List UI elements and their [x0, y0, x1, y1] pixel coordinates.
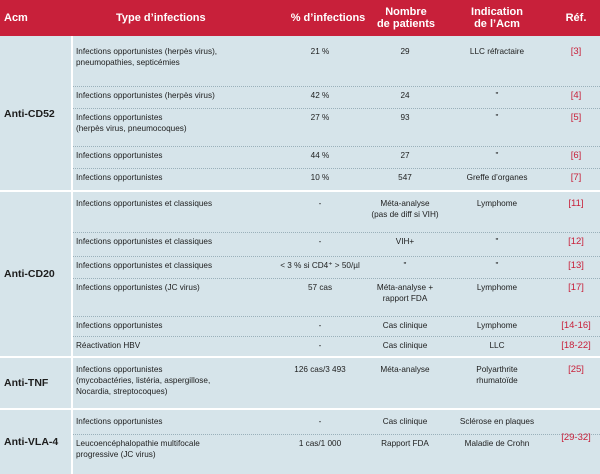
- row-divider: [73, 146, 600, 147]
- group-separator: [0, 356, 600, 358]
- table-row: [0, 150, 600, 166]
- infection-type: Infections opportunistes: [76, 321, 163, 330]
- infection-type: Infections opportunistes et classiques: [76, 237, 213, 246]
- patient-count: Méta-analyse (pas de diff si VIH): [371, 199, 439, 219]
- table-row: [0, 320, 600, 336]
- infection-pct: 42 %: [310, 91, 330, 100]
- reference: [4]: [570, 90, 582, 101]
- infection-pct: 10 %: [310, 173, 330, 182]
- reference: [13]: [568, 260, 584, 271]
- patient-count: Cas clinique: [382, 341, 428, 350]
- header-acm: Acm: [4, 12, 28, 24]
- row-divider: [73, 278, 600, 279]
- reference: [17]: [568, 282, 584, 293]
- group-separator: [0, 190, 600, 192]
- header-nb-line1: Nombre: [385, 6, 427, 18]
- infection-type: Leucoencéphalopathie multifocale progressive (JC virus): [76, 439, 200, 459]
- acm-indication: Maladie de Crohn: [464, 439, 530, 448]
- patient-count: Méta-analyse + rapport FDA: [376, 283, 434, 303]
- reference: [3]: [570, 46, 582, 57]
- table-row: [0, 90, 600, 106]
- row-divider: [73, 316, 600, 317]
- patient-count: Cas clinique: [382, 417, 428, 426]
- acm-indication: LLC réfractaire: [469, 47, 525, 56]
- header-ind-line2: de l’Acm: [474, 18, 520, 30]
- table-row: [0, 172, 600, 188]
- group-label: Anti-VLA-4: [4, 436, 59, 448]
- table-row: [0, 340, 600, 356]
- infection-pct: -: [318, 321, 322, 330]
- patient-count: 27: [400, 151, 410, 160]
- reference: [12]: [568, 236, 584, 247]
- row-divider: [73, 86, 600, 87]
- header-nb-line2: de patients: [376, 18, 436, 30]
- acm-indication: Polyarthrite rhumatoïde: [476, 365, 518, 385]
- table-row: [0, 282, 600, 312]
- reference: [7]: [570, 172, 582, 183]
- reference: [29-32]: [561, 432, 591, 443]
- row-divider: [73, 256, 600, 257]
- infection-pct: -: [318, 199, 322, 208]
- reference: [18-22]: [561, 340, 591, 351]
- patient-count: Méta-analyse: [380, 365, 430, 374]
- acm-indication: ": [495, 151, 499, 160]
- acm-indication: ": [495, 91, 499, 100]
- table-row: [0, 198, 600, 228]
- acm-indication: Lymphome: [476, 321, 518, 330]
- patient-count: 29: [400, 47, 410, 56]
- row-divider: [73, 434, 600, 435]
- patient-count: VIH+: [395, 237, 415, 246]
- row-divider: [73, 232, 600, 233]
- infection-type: Infections opportunistes (herpès virus): [76, 91, 215, 100]
- table-row: [0, 416, 600, 432]
- reference: [14-16]: [561, 320, 591, 331]
- header-ref: Réf.: [565, 12, 587, 24]
- infection-pct: -: [318, 341, 322, 350]
- patient-count: Cas clinique: [382, 321, 428, 330]
- infection-type: Infections opportunistes: [76, 417, 163, 426]
- infection-type: Infections opportunistes (mycobactéries, listéria, aspergillose, Nocardia, streptocoques): [76, 365, 211, 396]
- infection-type: Infections opportunistes: [76, 151, 163, 160]
- row-divider: [73, 108, 600, 109]
- row-divider: [73, 336, 600, 337]
- infection-pct: -: [318, 237, 322, 246]
- reference: [5]: [570, 112, 582, 123]
- patient-count: 93: [400, 113, 410, 122]
- header-ind: [442, 0, 552, 36]
- header-type: Type d’infections: [116, 12, 206, 24]
- acm-indication: LLC: [489, 341, 505, 350]
- patient-count: 547: [398, 173, 412, 182]
- infection-pct: 1 cas/1 000: [298, 439, 342, 448]
- reference: [11]: [568, 198, 584, 209]
- patient-count: Rapport FDA: [381, 439, 429, 448]
- reference: [25]: [568, 364, 584, 375]
- infection-pct: 27 %: [310, 113, 330, 122]
- group-label: Anti-CD52: [4, 108, 55, 120]
- infection-pct: -: [318, 417, 322, 426]
- acm-indication: Greffe d’organes: [466, 173, 528, 182]
- infection-pct: 126 cas/3 493: [294, 365, 346, 374]
- acm-indication: Lymphome: [476, 199, 518, 208]
- table-row: [0, 46, 600, 76]
- infection-type: Infections opportunistes (herpès virus, pneumocoques): [76, 113, 187, 133]
- patient-count: 24: [400, 91, 410, 100]
- infection-type: Infections opportunistes et classiques: [76, 261, 213, 270]
- group-label: Anti-TNF: [4, 377, 49, 389]
- infection-type: Infections opportunistes (JC virus): [76, 283, 200, 292]
- infection-pct: 57 cas: [307, 283, 333, 292]
- header-ind-line1: Indication: [471, 6, 523, 18]
- patient-count: ": [403, 261, 407, 270]
- table-row: [0, 432, 600, 466]
- infection-type: Réactivation HBV: [76, 341, 141, 350]
- acm-indication: Lymphome: [476, 283, 518, 292]
- acm-indication: ": [495, 237, 499, 246]
- header-nb: [356, 0, 456, 36]
- table-row: [0, 236, 600, 252]
- infection-type: Infections opportunistes et classiques: [76, 199, 213, 208]
- acm-indication: ": [495, 261, 499, 270]
- table-row: [0, 260, 600, 276]
- infection-type: Infections opportunistes: [76, 173, 163, 182]
- table-row: [0, 112, 600, 142]
- infection-type: Infections opportunistes (herpès virus), pneumopathies, septicémies: [76, 47, 218, 67]
- infection-pct: 44 %: [310, 151, 330, 160]
- group-separator: [0, 408, 600, 410]
- acm-indication: Sclérose en plaques: [459, 417, 535, 426]
- infection-pct: 21 %: [310, 47, 330, 56]
- table-header: [0, 0, 600, 36]
- reference: [6]: [570, 150, 582, 161]
- header-pct: % d’infections: [290, 12, 366, 24]
- infection-pct: < 3 % si CD4⁺ > 50/µl: [280, 261, 360, 270]
- table-row: [0, 364, 600, 404]
- acm-indication: ": [495, 113, 499, 122]
- row-divider: [73, 168, 600, 169]
- group-label: Anti-CD20: [4, 268, 55, 280]
- reference: [552, 416, 600, 432]
